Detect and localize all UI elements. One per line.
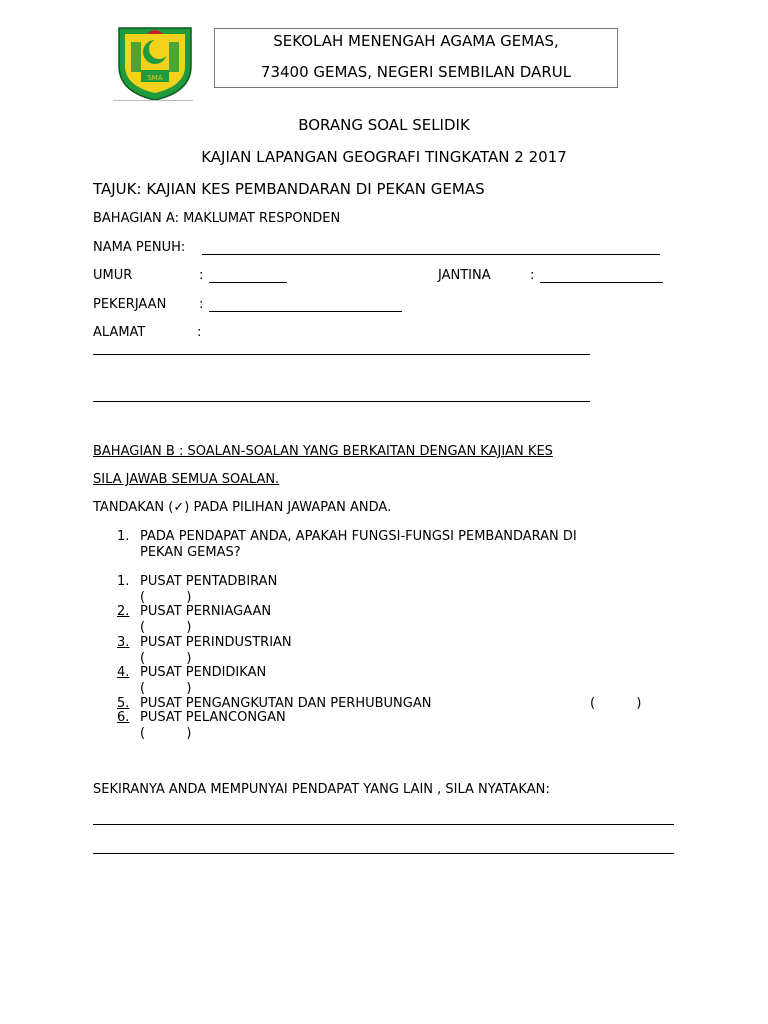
option-6-answer-box[interactable]: ( ) (140, 726, 192, 741)
address-field-line-1[interactable] (93, 354, 590, 355)
age-label: UMUR (93, 268, 133, 283)
name-label: NAMA PENUH: (93, 240, 186, 255)
job-colon: : (199, 297, 204, 312)
option-2-label: PUSAT PERNIAGAAN (140, 604, 272, 619)
option-2-number: 2. (117, 604, 130, 619)
address-field-line-2[interactable] (93, 401, 590, 402)
option-1-label: PUSAT PENTADBIRAN (140, 574, 278, 589)
option-6-label: PUSAT PELANCONGAN (140, 710, 286, 725)
address-label: ALAMAT (93, 325, 146, 340)
gender-label: JANTINA (438, 268, 491, 283)
school-name: SEKOLAH MENENGAH AGAMA GEMAS, (273, 32, 559, 50)
option-5-answer-box[interactable]: ( ) (590, 696, 642, 711)
option-3-label: PUSAT PERINDUSTRIAN (140, 635, 292, 650)
svg-text:SMA: SMA (147, 74, 163, 82)
tick-instruction: TANDAKAN (✓) PADA PILIHAN JAWAPAN ANDA. (93, 500, 392, 515)
option-4-label: PUSAT PENDIDIKAN (140, 665, 267, 680)
gender-colon: : (530, 268, 535, 283)
form-title: BORANG SOAL SELIDIK (298, 116, 470, 134)
question-text-line1: PADA PENDAPAT ANDA, APAKAH FUNGSI-FUNGSI PEMBANDARAN DI (140, 529, 577, 544)
option-3-answer-box[interactable]: ( ) (140, 651, 192, 666)
answer-all-instruction: SILA JAWAB SEMUA SOALAN. (93, 472, 280, 487)
name-field-line[interactable] (202, 254, 660, 255)
option-5-number: 5. (117, 696, 130, 711)
question-text-line2: PEKAN GEMAS? (140, 545, 241, 560)
option-1-number: 1. (117, 574, 130, 589)
option-3-number: 3. (117, 635, 130, 650)
gender-field-line[interactable] (540, 282, 663, 283)
age-colon: : (199, 268, 204, 283)
form-subtitle: KAJIAN LAPANGAN GEOGRAFI TINGKATAN 2 2017 (201, 148, 567, 166)
option-1-answer-box[interactable]: ( ) (140, 590, 192, 605)
option-2-answer-box[interactable]: ( ) (140, 620, 192, 635)
school-crest-logo (113, 22, 197, 102)
job-field-line[interactable] (209, 311, 402, 312)
question-number: 1. (117, 529, 130, 544)
logo-underline (113, 100, 193, 101)
option-4-number: 4. (117, 665, 130, 680)
other-opinion-line-2[interactable] (93, 853, 674, 854)
section-b-heading: BAHAGIAN B : SOALAN-SOALAN YANG BERKAITAN DENGAN KAJIAN KES (93, 444, 553, 459)
other-opinion-line-1[interactable] (93, 824, 674, 825)
school-header-box (214, 28, 618, 88)
option-4-answer-box[interactable]: ( ) (140, 681, 192, 696)
address-colon: : (197, 325, 202, 340)
other-opinion-prompt: SEKIRANYA ANDA MEMPUNYAI PENDAPAT YANG LAIN , SILA NYATAKAN: (93, 782, 550, 797)
school-address: 73400 GEMAS, NEGERI SEMBILAN DARUL (260, 63, 572, 81)
age-field-line[interactable] (209, 282, 287, 283)
option-5-label: PUSAT PENGANGKUTAN DAN PERHUBUNGAN (140, 696, 432, 711)
option-6-number: 6. (117, 710, 130, 725)
section-a-heading: BAHAGIAN A: MAKLUMAT RESPONDEN (93, 211, 341, 226)
job-label: PEKERJAAN (93, 297, 167, 312)
topic-line: TAJUK: KAJIAN KES PEMBANDARAN DI PEKAN GEMAS (93, 180, 485, 198)
